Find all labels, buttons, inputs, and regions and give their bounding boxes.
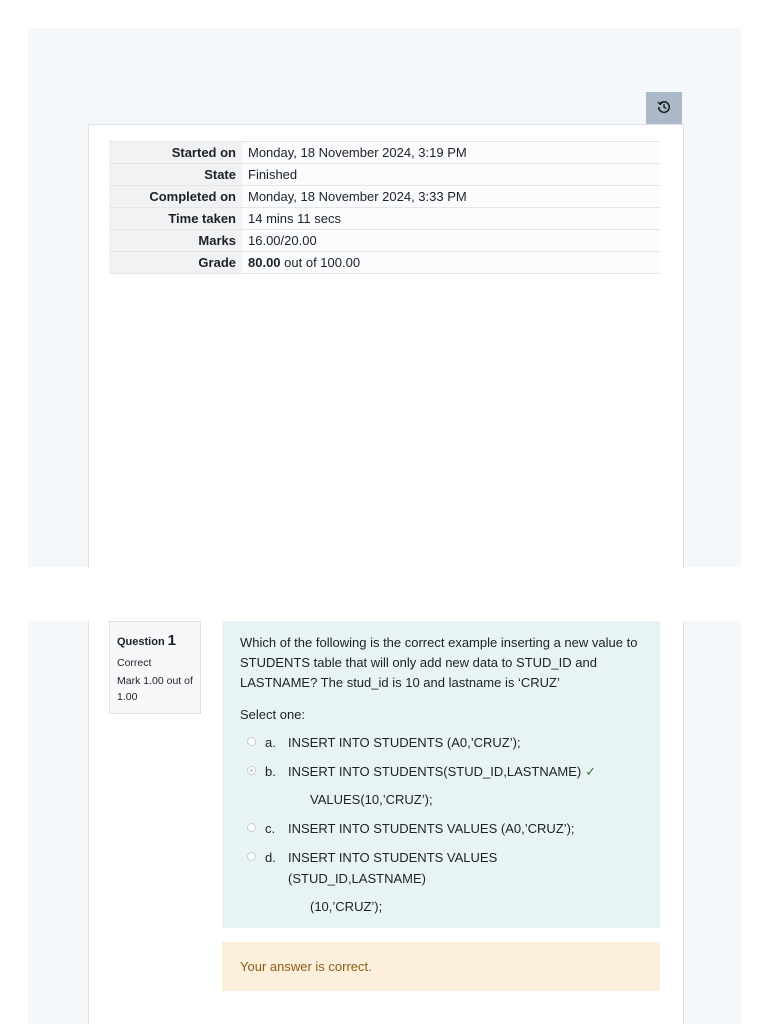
summary-label: Marks	[109, 230, 242, 252]
radio-button-selected[interactable]	[247, 766, 256, 775]
answer-prompt: Select one:	[240, 707, 306, 722]
answer-option-b[interactable]	[240, 761, 642, 810]
history-icon	[657, 100, 671, 117]
question-state: Correct	[117, 656, 152, 669]
radio-button[interactable]	[247, 823, 256, 832]
question-formulation	[222, 621, 660, 928]
answer-letter: b.	[265, 764, 276, 779]
summary-value: 16.00/20.00	[242, 230, 660, 252]
summary-label: Started on	[109, 142, 242, 164]
summary-row-grade	[109, 252, 660, 274]
grade-value: 80.00	[248, 255, 281, 270]
question-mark: Mark 1.00 out of 1.00	[117, 675, 193, 703]
answer-text-line: INSERT INTO STUDENTS (A0,’CRUZ’);	[288, 735, 521, 750]
question-text: Which of the following is the correct example inserting a new value to STUDENTS table that will only add new data to STUD_ID and LASTNAME? The stud_id is 10 and lastname is ‘CRUZ’	[240, 635, 638, 690]
summary-row-completed	[109, 186, 660, 208]
history-button[interactable]	[646, 92, 682, 124]
question-number: 1	[167, 632, 176, 649]
answer-text	[288, 847, 608, 917]
summary-row-started	[109, 142, 660, 164]
answer-text-line: VALUES(10,’CRUZ’);	[310, 792, 433, 807]
answer-text-line: INSERT INTO STUDENTS VALUES (A0,’CRUZ’);	[288, 821, 575, 836]
radio-button[interactable]	[247, 737, 256, 746]
answer-list	[240, 732, 642, 917]
answer-option-d[interactable]	[240, 847, 642, 917]
feedback-text: Your answer is correct.	[240, 959, 372, 974]
grade-suffix: out of 100.00	[280, 255, 361, 270]
summary-value: Monday, 18 November 2024, 3:33 PM	[242, 186, 660, 208]
summary-value	[242, 252, 660, 274]
summary-row-marks	[109, 230, 660, 252]
summary-label: State	[109, 164, 242, 186]
summary-value: Finished	[242, 164, 660, 186]
attempt-summary-table	[109, 141, 660, 274]
answer-letter: c.	[265, 821, 276, 836]
summary-label: Grade	[109, 252, 242, 274]
summary-value: Monday, 18 November 2024, 3:19 PM	[242, 142, 660, 164]
answer-text	[288, 732, 608, 753]
answer-text-line: (10,’CRUZ’);	[310, 899, 383, 914]
answer-text-line: INSERT INTO STUDENTS(STUD_ID,LASTNAME)	[288, 764, 582, 779]
question-info	[109, 621, 201, 714]
summary-row-state	[109, 164, 660, 186]
summary-label: Completed on	[109, 186, 242, 208]
answer-letter: a.	[265, 735, 276, 750]
answer-text	[288, 818, 608, 839]
question-label: Question	[117, 636, 165, 648]
answer-text	[288, 761, 608, 810]
summary-row-time-taken	[109, 208, 660, 230]
answer-option-a[interactable]	[240, 732, 642, 753]
answer-letter: d.	[265, 850, 276, 865]
answer-feedback	[222, 942, 660, 991]
correct-check-icon: ✓	[585, 764, 597, 779]
summary-value: 14 mins 11 secs	[242, 208, 660, 230]
answer-text-line: INSERT INTO STUDENTS VALUES (STUD_ID,LASTNAME)	[288, 850, 498, 886]
answer-option-c[interactable]	[240, 818, 642, 839]
summary-label: Time taken	[109, 208, 242, 230]
radio-button[interactable]	[247, 852, 256, 861]
